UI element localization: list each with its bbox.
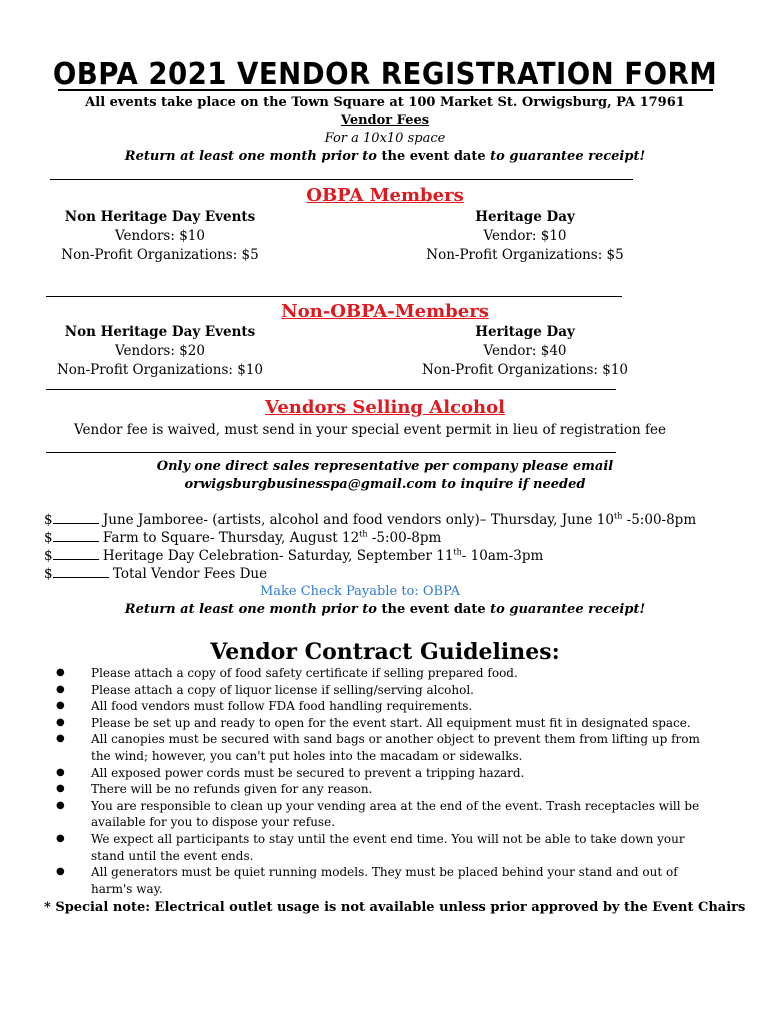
guideline-item — [52, 715, 712, 732]
bullet-icon: ● — [56, 783, 65, 795]
divider — [46, 389, 616, 390]
bullet-icon: ● — [56, 866, 65, 878]
bullet-icon: ● — [56, 766, 65, 778]
bullet-icon: ● — [56, 683, 65, 695]
guideline-item — [52, 682, 712, 699]
form-title: OBPA 2021 VENDOR REGISTRATION FORM — [52, 57, 718, 92]
guideline-text: There will be no refunds given for any reason. — [91, 782, 373, 797]
june-fee-field[interactable] — [53, 511, 99, 524]
june-jamboree-line: $ June Jamboree- (artists, alcohol and food vendors only)– Thursday, June 10th -5:00-8pm — [44, 511, 697, 528]
return-note-bottom: Return at least one month prior to the event date to guarantee receipt! — [124, 602, 646, 617]
members-heritage: Heritage Day Vendor: $10 Non-Profit Organizations: $5 — [426, 209, 624, 263]
members-non-heritage: Non Heritage Day Events Vendors: $10 Non-Profit Organizations: $5 — [61, 209, 259, 263]
divider — [50, 179, 633, 180]
guideline-item — [52, 798, 712, 831]
guideline-text: We expect all participants to stay until the event end time. You will not be able to take down your stand until the event ends. — [91, 831, 685, 863]
heritage-day-line: $ Heritage Day Celebration- Saturday, September 11th- 10am-3pm — [44, 547, 544, 564]
guideline-text: All exposed power cords must be secured to prevent a tripping hazard. — [91, 765, 525, 780]
guideline-text: You are responsible to clean up your vending area at the end of the event. Trash receptacles will be available for you to dispose your refuse. — [91, 798, 700, 830]
members-heading: OBPA Members — [306, 185, 464, 206]
total-fee-field[interactable] — [53, 565, 109, 578]
heritage-fee-field[interactable] — [53, 547, 99, 560]
non-members-heading: Non-OBPA-Members — [281, 301, 489, 322]
rep-note-line2: orwigsburgbusinesspa@gmail.com to inquire if needed — [184, 477, 586, 492]
guideline-item — [52, 698, 712, 715]
alcohol-heading: Vendors Selling Alcohol — [265, 397, 505, 418]
guideline-text: All food vendors must follow FDA food handling requirements. — [91, 699, 473, 714]
farm-to-square-line: $ Farm to Square- Thursday, August 12th -5:00-8pm — [44, 529, 442, 546]
rep-note-line1: Only one direct sales representative per company please email — [156, 459, 614, 474]
guideline-text: Please attach a copy of food safety certificate if selling prepared food. — [91, 666, 518, 680]
location-line: All events take place on the Town Square at 100 Market St. Orwigsburg, PA 17961 — [85, 95, 685, 110]
guideline-item — [52, 864, 712, 897]
guideline-text: Please be set up and ready to open for the event start. All equipment must fit in designated space. — [91, 715, 691, 730]
bullet-icon: ● — [56, 733, 65, 745]
alcohol-text: Vendor fee is waived, must send in your special event permit in lieu of registration fee — [74, 422, 666, 438]
payable-note: Make Check Payable to: OBPA — [259, 584, 461, 599]
guideline-item — [52, 731, 712, 764]
guidelines-title: Vendor Contract Guidelines: — [210, 639, 560, 665]
bullet-icon: ● — [56, 716, 65, 728]
non-members-non-heritage: Non Heritage Day Events Vendors: $20 Non-Profit Organizations: $10 — [56, 324, 264, 378]
divider — [46, 296, 622, 297]
special-note: * Special note: Electrical outlet usage is not available unless prior approved by the Event Chairs — [44, 900, 746, 915]
bullet-icon: ● — [56, 799, 65, 811]
guideline-item — [52, 665, 712, 682]
divider — [46, 452, 616, 453]
farm-fee-field[interactable] — [53, 529, 99, 542]
non-members-heritage: Heritage Day Vendor: $40 Non-Profit Organizations: $10 — [421, 324, 629, 378]
vendor-fees-heading: Vendor Fees — [340, 113, 430, 128]
total-fees-line: $ Total Vendor Fees Due — [44, 566, 268, 582]
guideline-item — [52, 781, 712, 798]
guideline-text: All generators must be quiet running models. They must be placed behind your stand and out of harm's way. — [91, 865, 678, 896]
title-underline — [58, 89, 713, 91]
guideline-text: Please attach a copy of liquor license if selling/serving alcohol. — [91, 682, 474, 697]
guidelines-list — [52, 665, 712, 897]
guideline-item — [52, 831, 712, 864]
bullet-icon: ● — [56, 832, 65, 844]
guideline-item — [52, 765, 712, 782]
bullet-icon: ● — [56, 667, 65, 678]
bullet-icon: ● — [56, 700, 65, 712]
return-note-top: Return at least one month prior to the event date to guarantee receipt! — [124, 149, 646, 164]
guideline-text: All canopies must be secured with sand bags or another object to prevent them from lifting up from the wind; however, you can't put holes into the macadam or sidewalks. — [91, 732, 700, 763]
space-note: For a 10x10 space — [324, 131, 446, 146]
